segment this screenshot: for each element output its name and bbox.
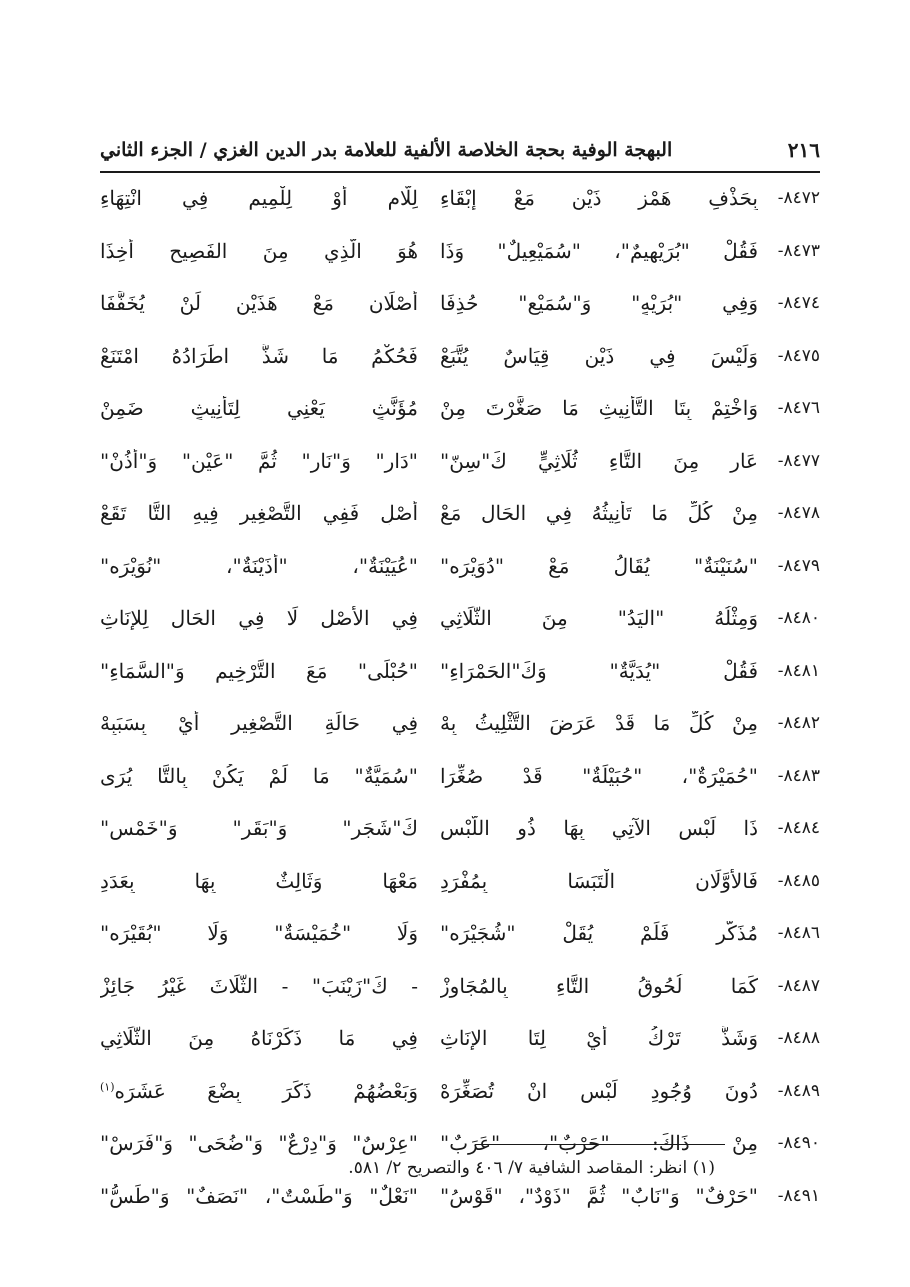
hemistich-text: كَ"شَجَرٍ" وَ"بَقَرٍ" وَ"خَمْسِ" (100, 816, 418, 841)
verse-line (100, 960, 820, 1013)
verse-second-hemistich (100, 396, 418, 420)
hemistich-text: فِي الأَصْلِ لَا فِي الحَالِ لِلإِنَاثِ (100, 606, 418, 631)
verse-number: ٨٤٨٤- (777, 818, 820, 839)
page-number: ٢١٦ (787, 138, 820, 162)
footnote-divider (475, 1144, 725, 1145)
footnote: (١) انظر: المقاصد الشافية ٧/ ٤٠٦ والتصريح ٢/ ٥٨١. (348, 1158, 715, 1178)
verse-first-hemistich: "حُمَيْرَةٌ"، "حُبَيْلَةٌ" قَدْ صُغِّرَا (440, 763, 758, 788)
verse-second-hemistich (100, 501, 418, 525)
verse-second-hemistich (100, 291, 418, 315)
hemistich-text: وَلَا "خُمَيْسَةٌ" وَلَا "بُقَيْرَه" (100, 921, 418, 946)
verse-number: ٨٤٨٧- (777, 975, 820, 996)
verse-number: ٨٤٩١- (777, 1185, 820, 1206)
hemistich-text: لِلَّامِ أَوْ لِلْمِيمِ فِي انْتِهَاءِ (100, 186, 418, 211)
verse-first-hemistich: عَارٍ مِنَ التَّاءِ ثُلَاثِيٍّ كَ"سِنّ" (440, 448, 758, 473)
verse-line (100, 802, 820, 855)
poem-body (100, 172, 820, 1222)
verse-second-hemistich (100, 1079, 418, 1103)
verse-second-hemistich (100, 239, 418, 263)
verse-second-hemistich (100, 449, 418, 473)
verse-number: ٨٤٨٦- (777, 923, 820, 944)
verse-first-hemistich: وَفِي "بُرَيْهٍ" وَ"سُمَيْعٍ" حُذِفَا (440, 291, 758, 316)
verse-line (100, 1012, 820, 1065)
verse-number: ٨٤٧٨- (777, 503, 820, 524)
verse-number: ٨٤٨٣- (777, 765, 820, 786)
verse-first-hemistich: كَمَا لُحُوقُ التَّاءِ بِالمُجَاوِزْ (440, 973, 758, 998)
verse-line (100, 277, 820, 330)
verse-first-hemistich: مِنْ كُلِّ مَا تَأْنِيثُهُ فِي الحَالِ مَعْ (440, 501, 758, 526)
verse-first-hemistich: فَالأَوَّلَانِ الْتَبَسَا بِمُفْرَدِ (440, 868, 758, 893)
verse-number: ٨٤٧٩- (777, 555, 820, 576)
verse-number: ٨٤٨٩- (777, 1080, 820, 1101)
hemistich-text: مَعْهَا وَثَالِثٌ بِهَا بِعَدَدِ (100, 868, 418, 893)
verse-second-hemistich (100, 1131, 418, 1155)
verse-number: ٨٤٨٥- (777, 870, 820, 891)
verse-second-hemistich (100, 816, 418, 840)
verse-second-hemistich (100, 659, 418, 683)
verse-first-hemistich: وَاخْتِمْ بِتَا التَّأْنِيثِ مَا صَغَّرْتَ مِنْ (440, 396, 758, 421)
verse-second-hemistich (100, 606, 418, 630)
verse-line (100, 907, 820, 960)
verse-first-hemistich: مِنْ كُلِّ مَا قَدْ عَرَضَ التَّثْلِيثُ بِهْ (440, 711, 758, 736)
verse-number: ٨٤٧٧- (777, 450, 820, 471)
verse-line (100, 592, 820, 645)
verse-line (100, 225, 820, 278)
verse-second-hemistich (100, 554, 418, 578)
verse-line (100, 645, 820, 698)
running-title: البهجة الوفية بحجة الخلاصة الألفية للعلامة بدر الدين الغزي / الجزء الثاني (100, 139, 673, 161)
hemistich-text: "سُمَيَّةٌ" مَا لَمْ يَكُنْ بِالتَّا يُرَى (100, 763, 418, 788)
verse-line (100, 382, 820, 435)
verse-first-hemistich: ذَا لَبْسٍ الآتِي بِهَا ذُو اللَّبْسِ (440, 816, 758, 841)
hemistich-text: أَصْلَانِ مَعْ هَذَيْنِ لَنْ يُخَفَّفَا (100, 291, 418, 316)
verse-line (100, 750, 820, 803)
verse-second-hemistich (100, 974, 418, 998)
verse-first-hemistich: بِحَذْفِ هَمْزِ ذَيْنِ مَعْ إِبْقَاءِ (440, 186, 758, 211)
hemistich-text: "حُبْلَى" مَعَ التَّرْخِيمِ وَ"السَّمَاءِ" (100, 658, 418, 683)
verse-line (100, 435, 820, 488)
verse-number: ٨٤٧٤- (777, 293, 820, 314)
verse-second-hemistich (100, 764, 418, 788)
verse-second-hemistich (100, 344, 418, 368)
hemistich-text: "دَارٍ" وَ"نَارٍ" ثُمَّ "عَيْنٍ" وَ"أُذُنْ" (100, 448, 418, 473)
verse-first-hemistich: دُونَ وُجُودِ لَبْسٍ انْ تُصَغِّرَهْ (440, 1078, 758, 1103)
verse-first-hemistich: فَقُلْ "يُدَيَّةٌ" وَكَ"الحَمْرَاءِ" (440, 658, 758, 683)
verse-first-hemistich: فَقُلْ "بُرَيْهِيمٌ"، "سُمَيْعِيلٌ" وَذَا (440, 238, 758, 263)
hemistich-text: "عِرْسٌ" وَ"دِرْعٌ" وَ"ضُحَى" وَ"فَرَسْ" (100, 1131, 418, 1156)
verse-line (100, 487, 820, 540)
verse-line (100, 697, 820, 750)
verse-number: ٨٤٨٨- (777, 1028, 820, 1049)
verse-number: ٨٤٧٢- (777, 188, 820, 209)
verse-number: ٨٤٨١- (777, 660, 820, 681)
hemistich-text: فِي مَا ذَكَرْنَاهُ مِنَ الثُّلَاثِي (100, 1026, 418, 1051)
hemistich-text: أَصْلٍ فَفِي التَّصْغِيرِ فِيهِ التَّا تَقَعْ (100, 501, 418, 526)
verse-second-hemistich (100, 1184, 418, 1208)
verse-line (100, 330, 820, 383)
verse-first-hemistich: مِنْ ذَاكَ: "حَرْبٌ"، "عَرَبٌ" (440, 1131, 758, 1156)
verse-second-hemistich (100, 869, 418, 893)
hemistich-text: - كَ"زَيْنَبَ" - الثَّلَاثَ غَيْرُ جَائِزْ (100, 973, 418, 998)
running-header (100, 128, 820, 172)
verse-number: ٨٤٧٣- (777, 240, 820, 261)
verse-number: ٨٤٨٠- (777, 608, 820, 629)
hemistich-text: فَحُكْمُ مَا شَذَّ اطِّرَادُهُ امْتَنَعْ (100, 343, 418, 368)
verse-first-hemistich: وَلَيْسَ فِي ذَيْنِ قِيَاسٌ يُتَّبَعْ (440, 343, 758, 368)
verse-second-hemistich (100, 921, 418, 945)
verse-first-hemistich: "سُنَيْنَةٌ" يُقَالُ مَعْ "دُوَيْرَه" (440, 553, 758, 578)
verse-line (100, 855, 820, 908)
verse-second-hemistich (100, 711, 418, 735)
verse-first-hemistich: وَشَذَّ تَرْكُ أَيْ لِتَا الإِنَاثِ (440, 1026, 758, 1051)
verse-second-hemistich (100, 1026, 418, 1050)
verse-first-hemistich: وَمِثْلُهُ "اليَدُ" مِنَ الثُّلَاثِي (440, 606, 758, 631)
verse-number: ٨٤٧٦- (777, 398, 820, 419)
hemistich-text: "عُيَيْنَةٌ"، "أُذَيْنَةٌ"، "نُوَيْرَه" (100, 553, 418, 578)
hemistich-text: مُؤَنَّثٍ يَعْنِي لِتَأْنِيثٍ ضَمِنْ (100, 396, 418, 421)
verse-line (100, 1065, 820, 1118)
verse-line (100, 540, 820, 593)
footnote-marker: (١) (100, 1080, 115, 1094)
verse-first-hemistich: "حَرْفٌ" وَ"نَابٌ" ثُمَّ "ذَوْدٌ"، "قَوْسُ" (440, 1183, 758, 1208)
verse-number: ٨٤٧٥- (777, 345, 820, 366)
verse-second-hemistich (100, 186, 418, 210)
hemistich-text: وَبَعْضُهُمْ ذَكَرَ بِضْعَ عَشَرَه (114, 1078, 418, 1103)
hemistich-text: هُوَ الَّذِي مِنَ الفَصِيحِ أُخِذَا (100, 238, 418, 263)
verse-first-hemistich: مُذَكَّرٍ فَلَمْ يُقَلْ "شُجَيْرَه" (440, 921, 758, 946)
verse-number: ٨٤٩٠- (777, 1133, 820, 1154)
verse-line (100, 172, 820, 225)
verse-number: ٨٤٨٢- (777, 713, 820, 734)
hemistich-text: "نَعْلٌ" وَ"طَسْتٌ"، "نَصَفٌ" وَ"طَسُّ" (100, 1183, 418, 1208)
hemistich-text: فِي حَالَةِ التَّصْغِيرِ أَيْ بِسَبَبِهْ (100, 711, 418, 736)
